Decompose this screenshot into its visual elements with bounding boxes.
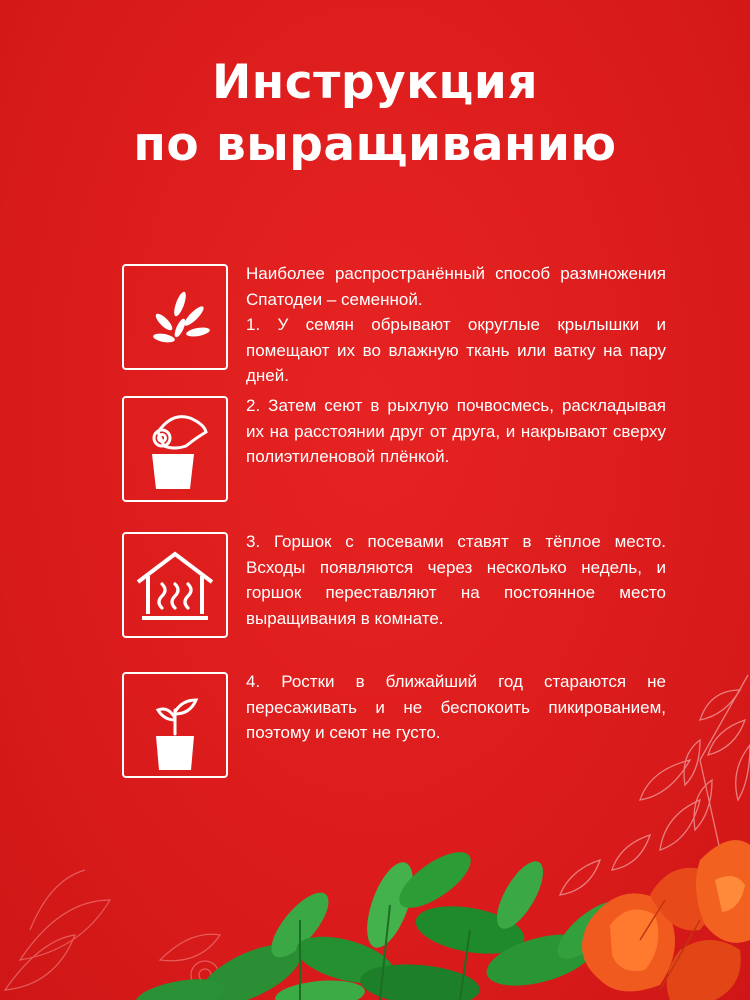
seeds-icon	[122, 264, 228, 370]
step-paragraph: 3. Горшок с посевами ставят в тёплое место. Всходы появляются через несколько недель, и горшок переставляют на постоянное место выращивания в комнате.	[246, 532, 666, 628]
pot-with-cloth-icon	[122, 396, 228, 502]
page-title	[0, 52, 750, 176]
step-4-text	[246, 669, 666, 746]
sprout-pot-icon	[122, 672, 228, 778]
step-paragraph: 2. Затем сеют в рыхлую почвосмесь, раскладывая их на расстоянии друг от друга, и накрывают сверху полиэтиленовой плёнкой.	[246, 396, 666, 466]
step-paragraph: 1. У семян обрывают округлые крылышки и помещают их во влажную ткань или ватку на пару дней.	[246, 315, 666, 385]
step-2-text	[246, 393, 666, 470]
step-1-text	[246, 261, 666, 389]
step-paragraph: 4. Ростки в ближайший год стараются не пересаживать и не беспокоить пикированием, поэтому и сеют не густо.	[246, 672, 666, 742]
title-line-2: по выращиванию	[133, 117, 617, 172]
step-paragraph: Наиболее распространённый способ размножения Спатодеи – семенной.	[246, 264, 666, 309]
title-line-1: Инструкция	[211, 55, 539, 110]
warm-house-icon	[122, 532, 228, 638]
step-3-text	[246, 529, 666, 631]
